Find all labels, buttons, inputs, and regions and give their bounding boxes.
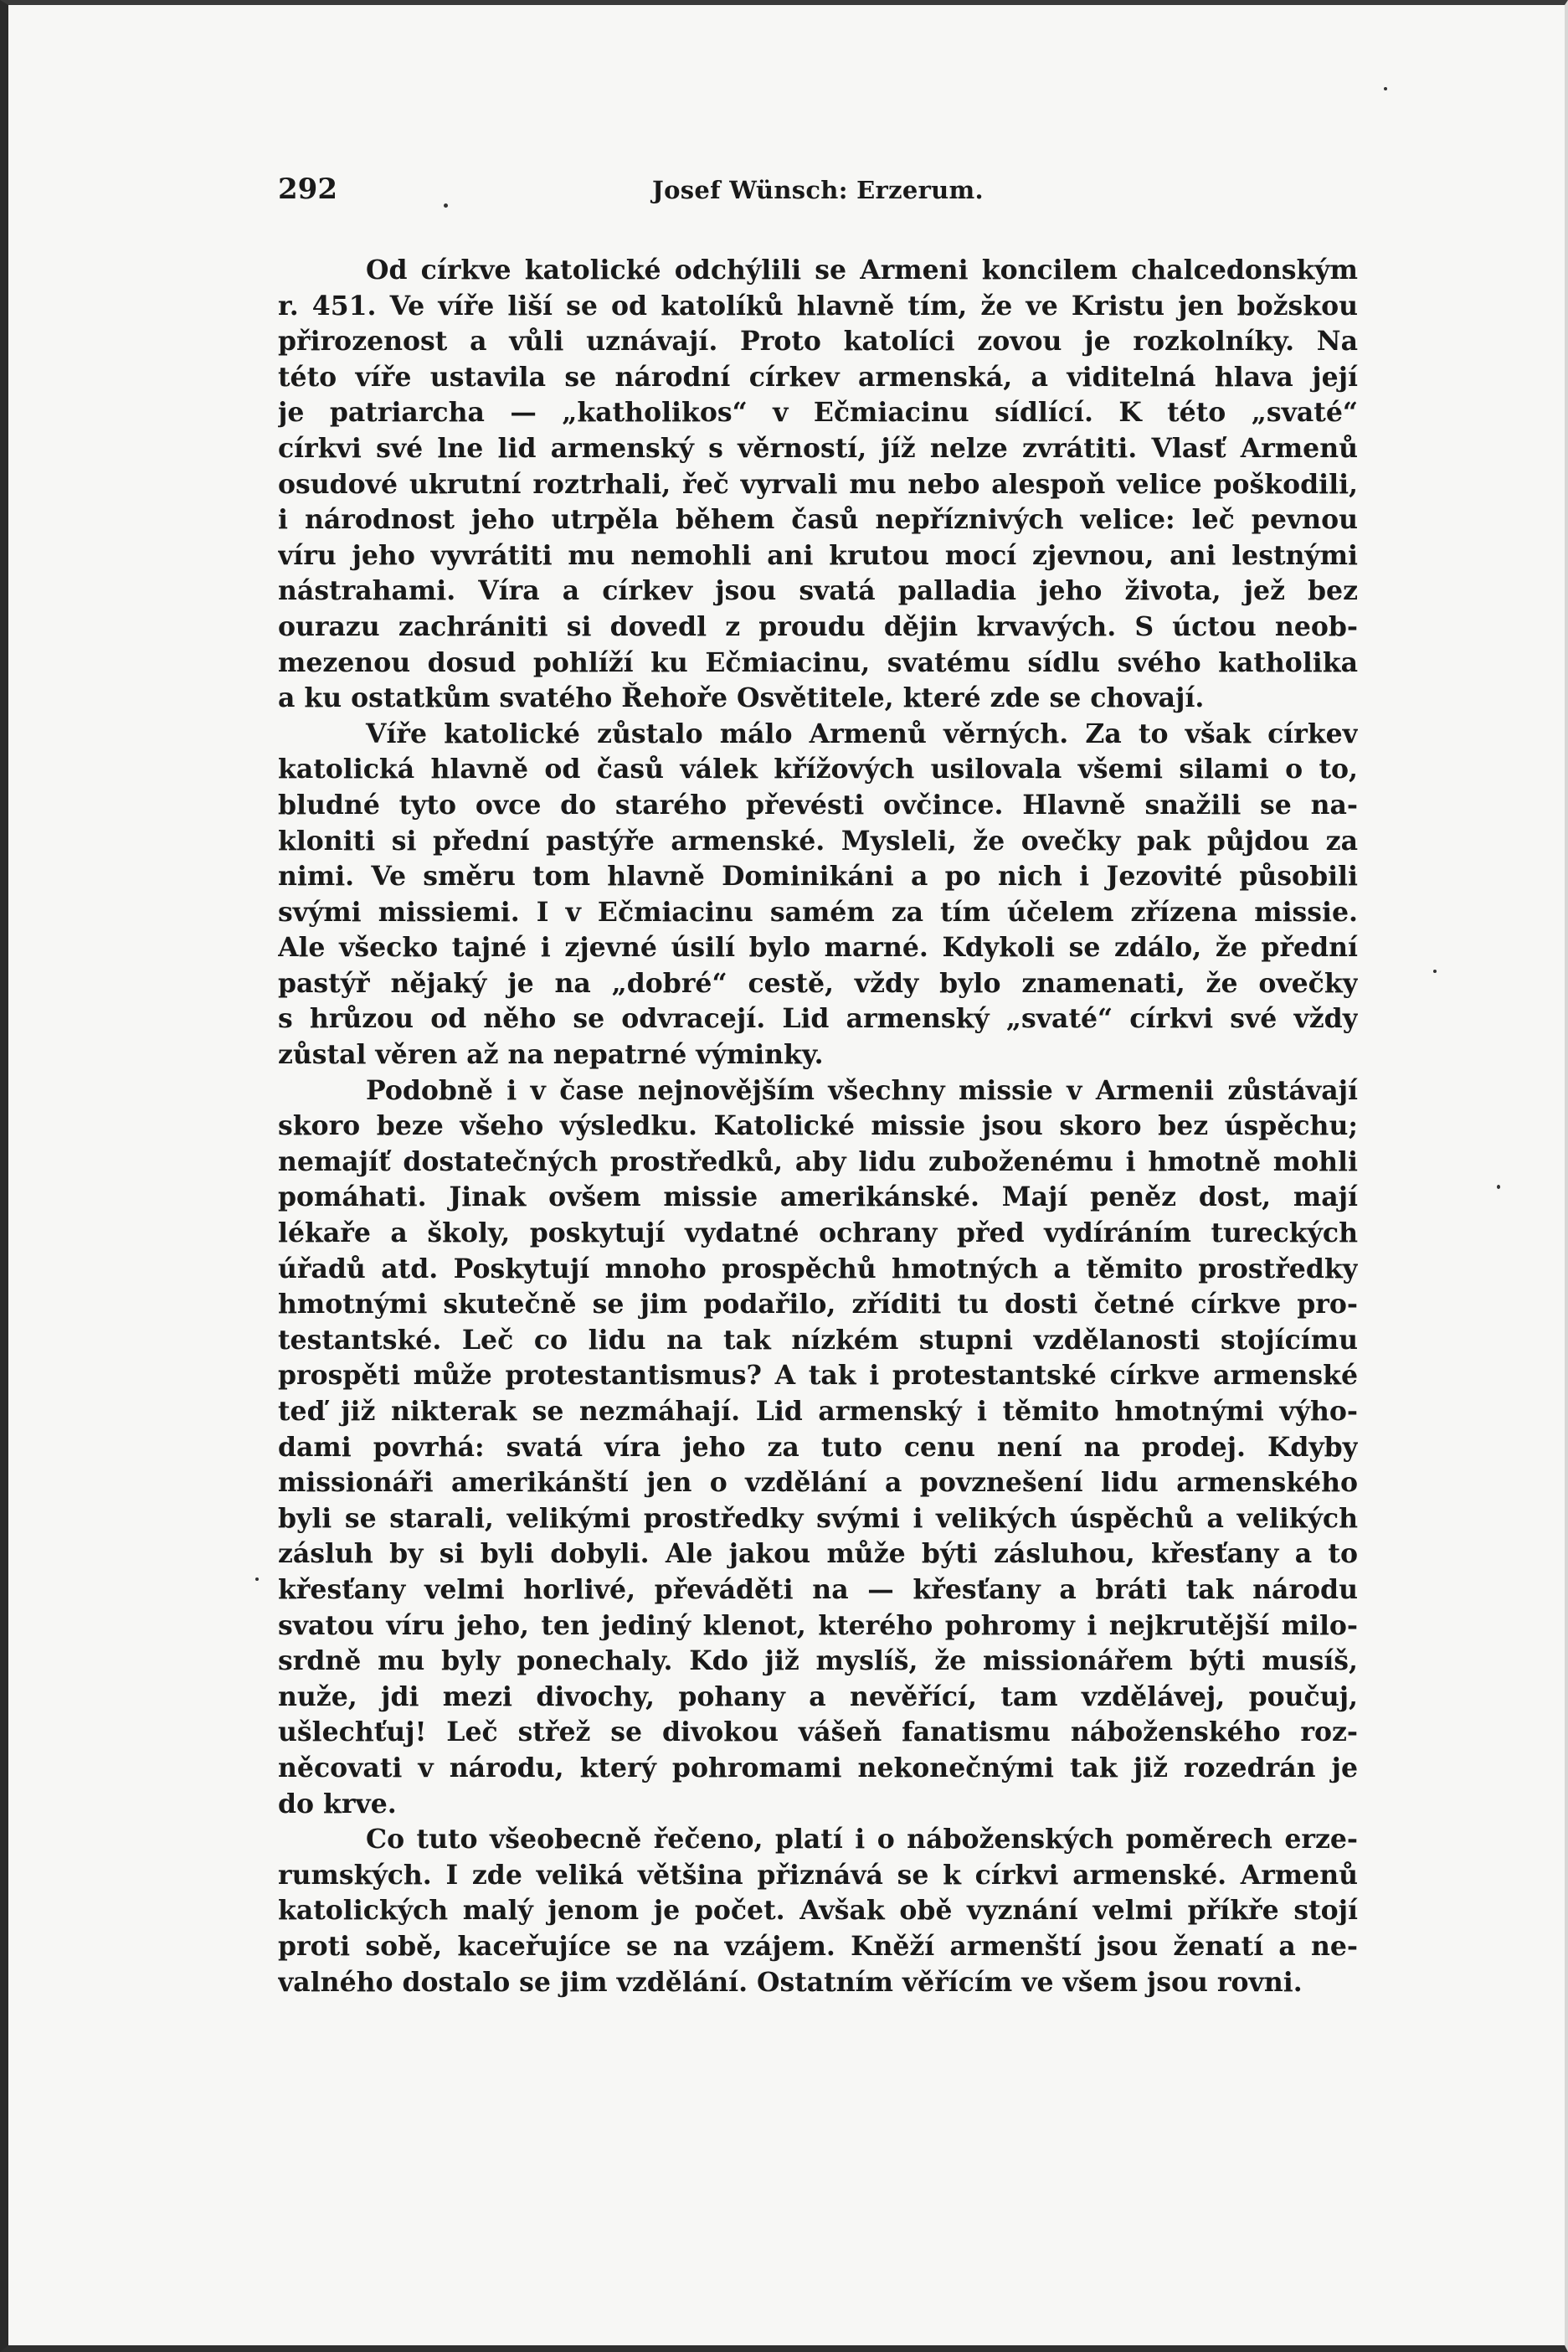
text-line: nimi. Ve směru tom hlavně Dominikáni a po nich i Jezovité působili [278, 861, 1358, 893]
text-line: mezenou dosud pohlíží ku Ečmiacinu, svatému sídlu svého katholika [278, 646, 1358, 678]
text-line: hmotnými skutečně se jim podařilo, zříditi tu dosti četné církve pro- [278, 1289, 1358, 1320]
text-line: katolických malý jenom je počet. Avšak obě vyznání velmi příkře stojí [278, 1895, 1358, 1927]
text-line: s hrůzou od něho se odvracejí. Lid armenský „svaté“ církvi své vždy [278, 1003, 1358, 1035]
text-line: skoro beze všeho výsledku. Katolické missie jsou skoro bez úspěchu; [278, 1110, 1358, 1142]
text-line: Víře katolické zůstalo málo Armenů věrných. Za to však církev [366, 718, 1358, 749]
body-text [278, 253, 1358, 2000]
text-line: a ku ostatkům svatého Řehoře Osvětitele, které zde se chovají. [278, 682, 1205, 714]
paragraph [278, 1073, 1358, 1822]
text-line: přirozenost a vůli uznávají. Proto katolíci zovou je rozkolníky. Na [278, 326, 1358, 358]
page-header [278, 172, 1358, 214]
text-line: bludné tyto ovce do starého převésti ovčince. Hlavně snažili se na- [278, 789, 1358, 821]
text-line: nuže, jdi mezi divochy, pohany a nevěřící, tam vzdělávej, poučuj, [278, 1680, 1358, 1712]
text-line: do krve. [278, 1788, 397, 1819]
text-line: testantské. Leč co lidu na tak nízkém stupni vzdělanosti stojícímu [278, 1324, 1358, 1356]
text-line: svými missiemi. I v Ečmiacinu samém za tím účelem zřízena missie. [278, 896, 1358, 928]
text-line: teď již nikterak se nezmáhají. Lid armenský i těmito hmotnými výho- [278, 1396, 1358, 1427]
text-line: zásluh by si byli dobyli. Ale jakou může býti zásluhou, křesťany a to [278, 1538, 1358, 1570]
paragraph [278, 717, 1358, 1073]
paragraph [278, 253, 1358, 717]
text-line: Podobně i v čase nejnovějším všechny missie v Armenii zůstávají [366, 1074, 1358, 1106]
scan-speck [1384, 87, 1387, 90]
text-line: něcovati v národu, který pohromami nekonečnými tak již rozedrán je [278, 1752, 1358, 1783]
text-line: missionáři amerikánští jen o vzdělání a povznešení lidu armenského [278, 1467, 1358, 1499]
text-line: srdně mu byly ponechaly. Kdo již myslíš, že missionářem býti musíš, [278, 1645, 1358, 1677]
text-line: proti sobě, kaceřujíce se na vzájem. Kněží armenští jsou ženatí a ne- [278, 1930, 1358, 1962]
text-line: je patriarcha — „katholikos“ v Ečmiacinu sídlící. K této „svaté“ [278, 397, 1358, 429]
text-line: úřadů atd. Poskytují mnoho prospěchů hmotných a těmito prostředky [278, 1253, 1358, 1284]
scan-speck [1497, 1185, 1500, 1189]
text-line: r. 451. Ve víře liší se od katolíků hlavně tím, že ve Kristu jen božskou [278, 290, 1358, 322]
text-line: ourazu zachrániti si dovedl z proudu dějin krvavých. S úctou neob- [278, 610, 1358, 642]
text-line: katolická hlavně od časů válek křížových usilovala všemi silami o to, [278, 754, 1358, 785]
text-line: dami povrhá: svatá víra jeho za tuto cenu není na prodej. Kdyby [278, 1431, 1358, 1463]
text-line: církvi své lne lid armenský s věrností, jíž nelze zvrátiti. Vlasť Armenů [278, 432, 1358, 464]
text-line: nástrahami. Víra a církev jsou svatá palladia jeho života, jež bez [278, 575, 1358, 607]
text-line: svatou víru jeho, ten jediný klenot, kterého pohromy i nejkrutější milo- [278, 1609, 1358, 1641]
text-line: ušlechťuj! Leč střež se divokou vášeň fanatismu náboženského roz- [278, 1716, 1358, 1748]
text-line: prospěti může protestantismus? A tak i protestantské církve armenské [278, 1360, 1358, 1392]
text-line: kloniti si přední pastýře armenské. Mysleli, že ovečky pak půjdou za [278, 825, 1358, 857]
text-line: lékaře a školy, poskytují vydatné ochrany před vydíráním tureckých [278, 1217, 1358, 1249]
text-line: nemajíť dostatečných prostředků, aby lidu zuboženému i hmotně mohli [278, 1145, 1358, 1177]
page-number: 292 [278, 172, 337, 206]
text-line: křesťany velmi horlivé, převáděti na — křesťany a bráti tak národu [278, 1573, 1358, 1605]
scan-speck [255, 1577, 259, 1581]
text-line: pomáhati. Jinak ovšem missie amerikánské. Mají peněz dost, mají [278, 1181, 1358, 1213]
text-line: i národnost jeho utrpěla během časů nepříznivých velice: leč pevnou [278, 504, 1358, 536]
text-line: zůstal věren až na nepatrné výminky. [278, 1039, 824, 1071]
text-line: Od církve katolické odchýlili se Armeni koncilem chalcedonským [366, 255, 1358, 286]
text-line: pastýř nějaký je na „dobré“ cestě, vždy bylo znamenati, že ovečky [278, 967, 1358, 999]
text-line: rumských. I zde veliká většina přiznává se k církvi armenské. Armenů [278, 1859, 1358, 1891]
text-line: osudové ukrutní roztrhali, řeč vyrvali mu nebo alespoň velice poškodili, [278, 468, 1358, 500]
running-title: Josef Wünsch: Erzerum. [652, 176, 984, 204]
paragraph [278, 1822, 1358, 2000]
scan-speck [444, 203, 448, 208]
text-line: Ale všecko tajné i zjevné úsilí bylo marné. Kdykoli se zdálo, že přední [278, 932, 1358, 964]
text-line: víru jeho vyvrátiti mu nemohli ani krutou mocí zjevnou, ani lestnými [278, 539, 1358, 571]
scan-speck [1433, 970, 1437, 973]
text-line: byli se starali, velikými prostředky svými i velikých úspěchů a velikých [278, 1502, 1358, 1534]
text-line: Co tuto všeobecně řečeno, platí i o náboženských poměrech erze- [366, 1824, 1358, 1855]
text-line: valného dostalo se jim vzdělání. Ostatním věřícím ve všem jsou rovni. [278, 1966, 1303, 1998]
text-line: této víře ustavila se národní církev armenská, a viditelná hlava její [278, 361, 1358, 393]
